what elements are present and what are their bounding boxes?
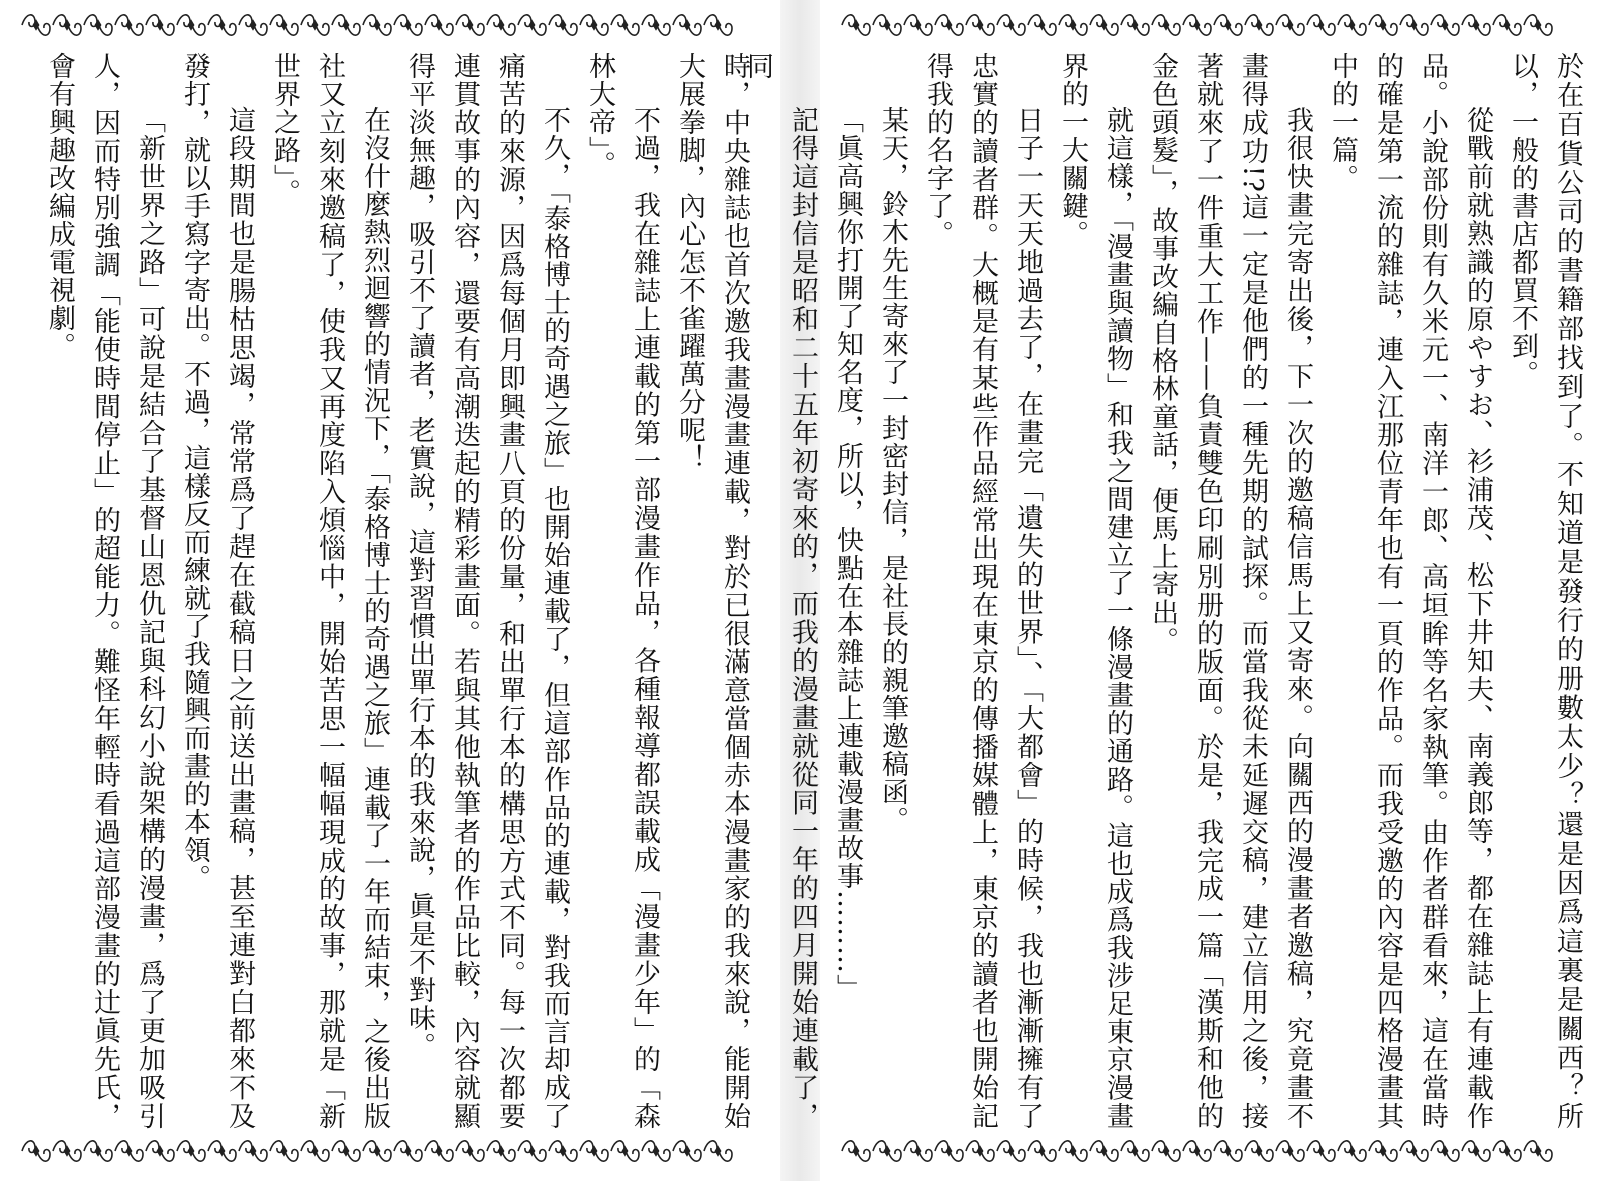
bottom-ornament-border <box>838 1134 1582 1168</box>
paragraph: 「眞高興你打開了知名度，所以，快點在本雜誌上連載漫畫故事………」 <box>832 106 863 1002</box>
paragraph: 時，中央雜誌也首次邀我畫漫畫連載，對於已很滿意當個赤本漫畫家的我來說，能開始大展拳脚，內心怎不雀躍萬分呢！ <box>674 52 750 1130</box>
paragraph: 記得這封信是昭和二十五年初寄來的，而我的漫畫就從同一年的四月開始連載了，同 <box>742 52 818 1130</box>
paragraph: 某天，鈴木先生寄來了一封密封信，是社長的親筆邀稿函。 <box>877 106 908 834</box>
paragraph: 「新世界之路」可說是結合了基督山恩仇記與科幻小說架構的漫畫，爲了更加吸引人，因而特別強調「能使時間停止」的超能力。難怪年輕時看過這部漫畫的辻眞先氏，會有興趣改編成電視劇。 <box>44 52 165 1130</box>
paragraph: 不過，我在雜誌上連載的第一部漫畫作品，各種報導都誤載成「漫畫少年」的「森林大帝」。 <box>584 52 660 1130</box>
paragraph: 日子一天天地過去了，在畫完「遺失的世界」、「大都會」的時候，我也漸漸擁有了忠實的讀者群。大概是有某些作品經常出現在東京的傳播媒體上，東京的讀者也開始記得我的名字了。 <box>922 52 1043 1130</box>
right-page <box>742 0 1600 1181</box>
paragraph: 不久，「泰格博士的奇遇之旅」也開始連載了，但這部作品的連載，對我而言却成了痛苦的來源，因爲每個月即興畫八頁的份量，和出單行本的構思方式不同。每一次都要連貫故事的內容，還要有高潮迭起的精彩畫面。若與其他執筆者的作品比較，內容就顯得平淡無趣，吸引不了讀者，老實說，這對習慣出單行本的我來說，眞是不對味。 <box>404 52 570 1130</box>
paragraph: 我很快畫完寄出後，下一次的邀稿信馬上又寄來。向關西的漫畫者邀稿，究竟畫不畫得成功!?這一定是他們的一種先期的試探。而當我從未延遲交稿，建立信用之後，接著就來了一件重大工作——負責雙色印刷別册的版面。於是，我完成一篇「漢斯和他的金色頭髮」，故事改編自格林童話，便馬上寄出。 <box>1147 52 1313 1130</box>
top-ornament-border <box>18 8 762 42</box>
right-page-text <box>742 52 1590 1130</box>
paragraph: 就這樣，「漫畫與讀物」和我之間建立了一條漫畫的通路。這也成爲我涉足東京漫畫界的一大關鍵。 <box>1057 52 1133 1130</box>
left-page <box>0 0 780 1181</box>
paragraph: 在沒什麼熱烈迴響的情況下，「泰格博士的奇遇之旅」連載了一年而結束，之後出版社又立刻來邀稿了，使我又再度陷入煩惱中，開始苦思一幅幅現成的故事，那就是「新世界之路」。 <box>269 52 390 1130</box>
paragraph: 這段期間也是腸枯思竭，常常爲了趕在截稿日之前送出畫稿，甚至連對白都來不及發打，就以手寫字寄出。不過，這樣反而練就了我隨興而畫的本領。 <box>179 52 255 1130</box>
top-ornament-border <box>838 8 1582 42</box>
left-page-text <box>44 52 757 1130</box>
paragraph: 從戰前就熟識的原やすお、衫浦茂、松下井知夫、南義郎等，都在雜誌上有連載作品。小說部份則有久米元一、南洋一郎、高垣眸等名家執筆。由作者群看來，這在當時的確是第一流的雜誌，連入江那位青年也有一頁的作品。而我受邀的內容是四格漫畫其中的一篇。 <box>1327 52 1493 1130</box>
paragraph: 於在百貨公司的書籍部找到了。不知道是發行的册數太少？還是因爲這裏是關西？所以，一般的書店都買不到。 <box>1507 52 1583 1130</box>
bottom-ornament-border <box>18 1134 762 1168</box>
